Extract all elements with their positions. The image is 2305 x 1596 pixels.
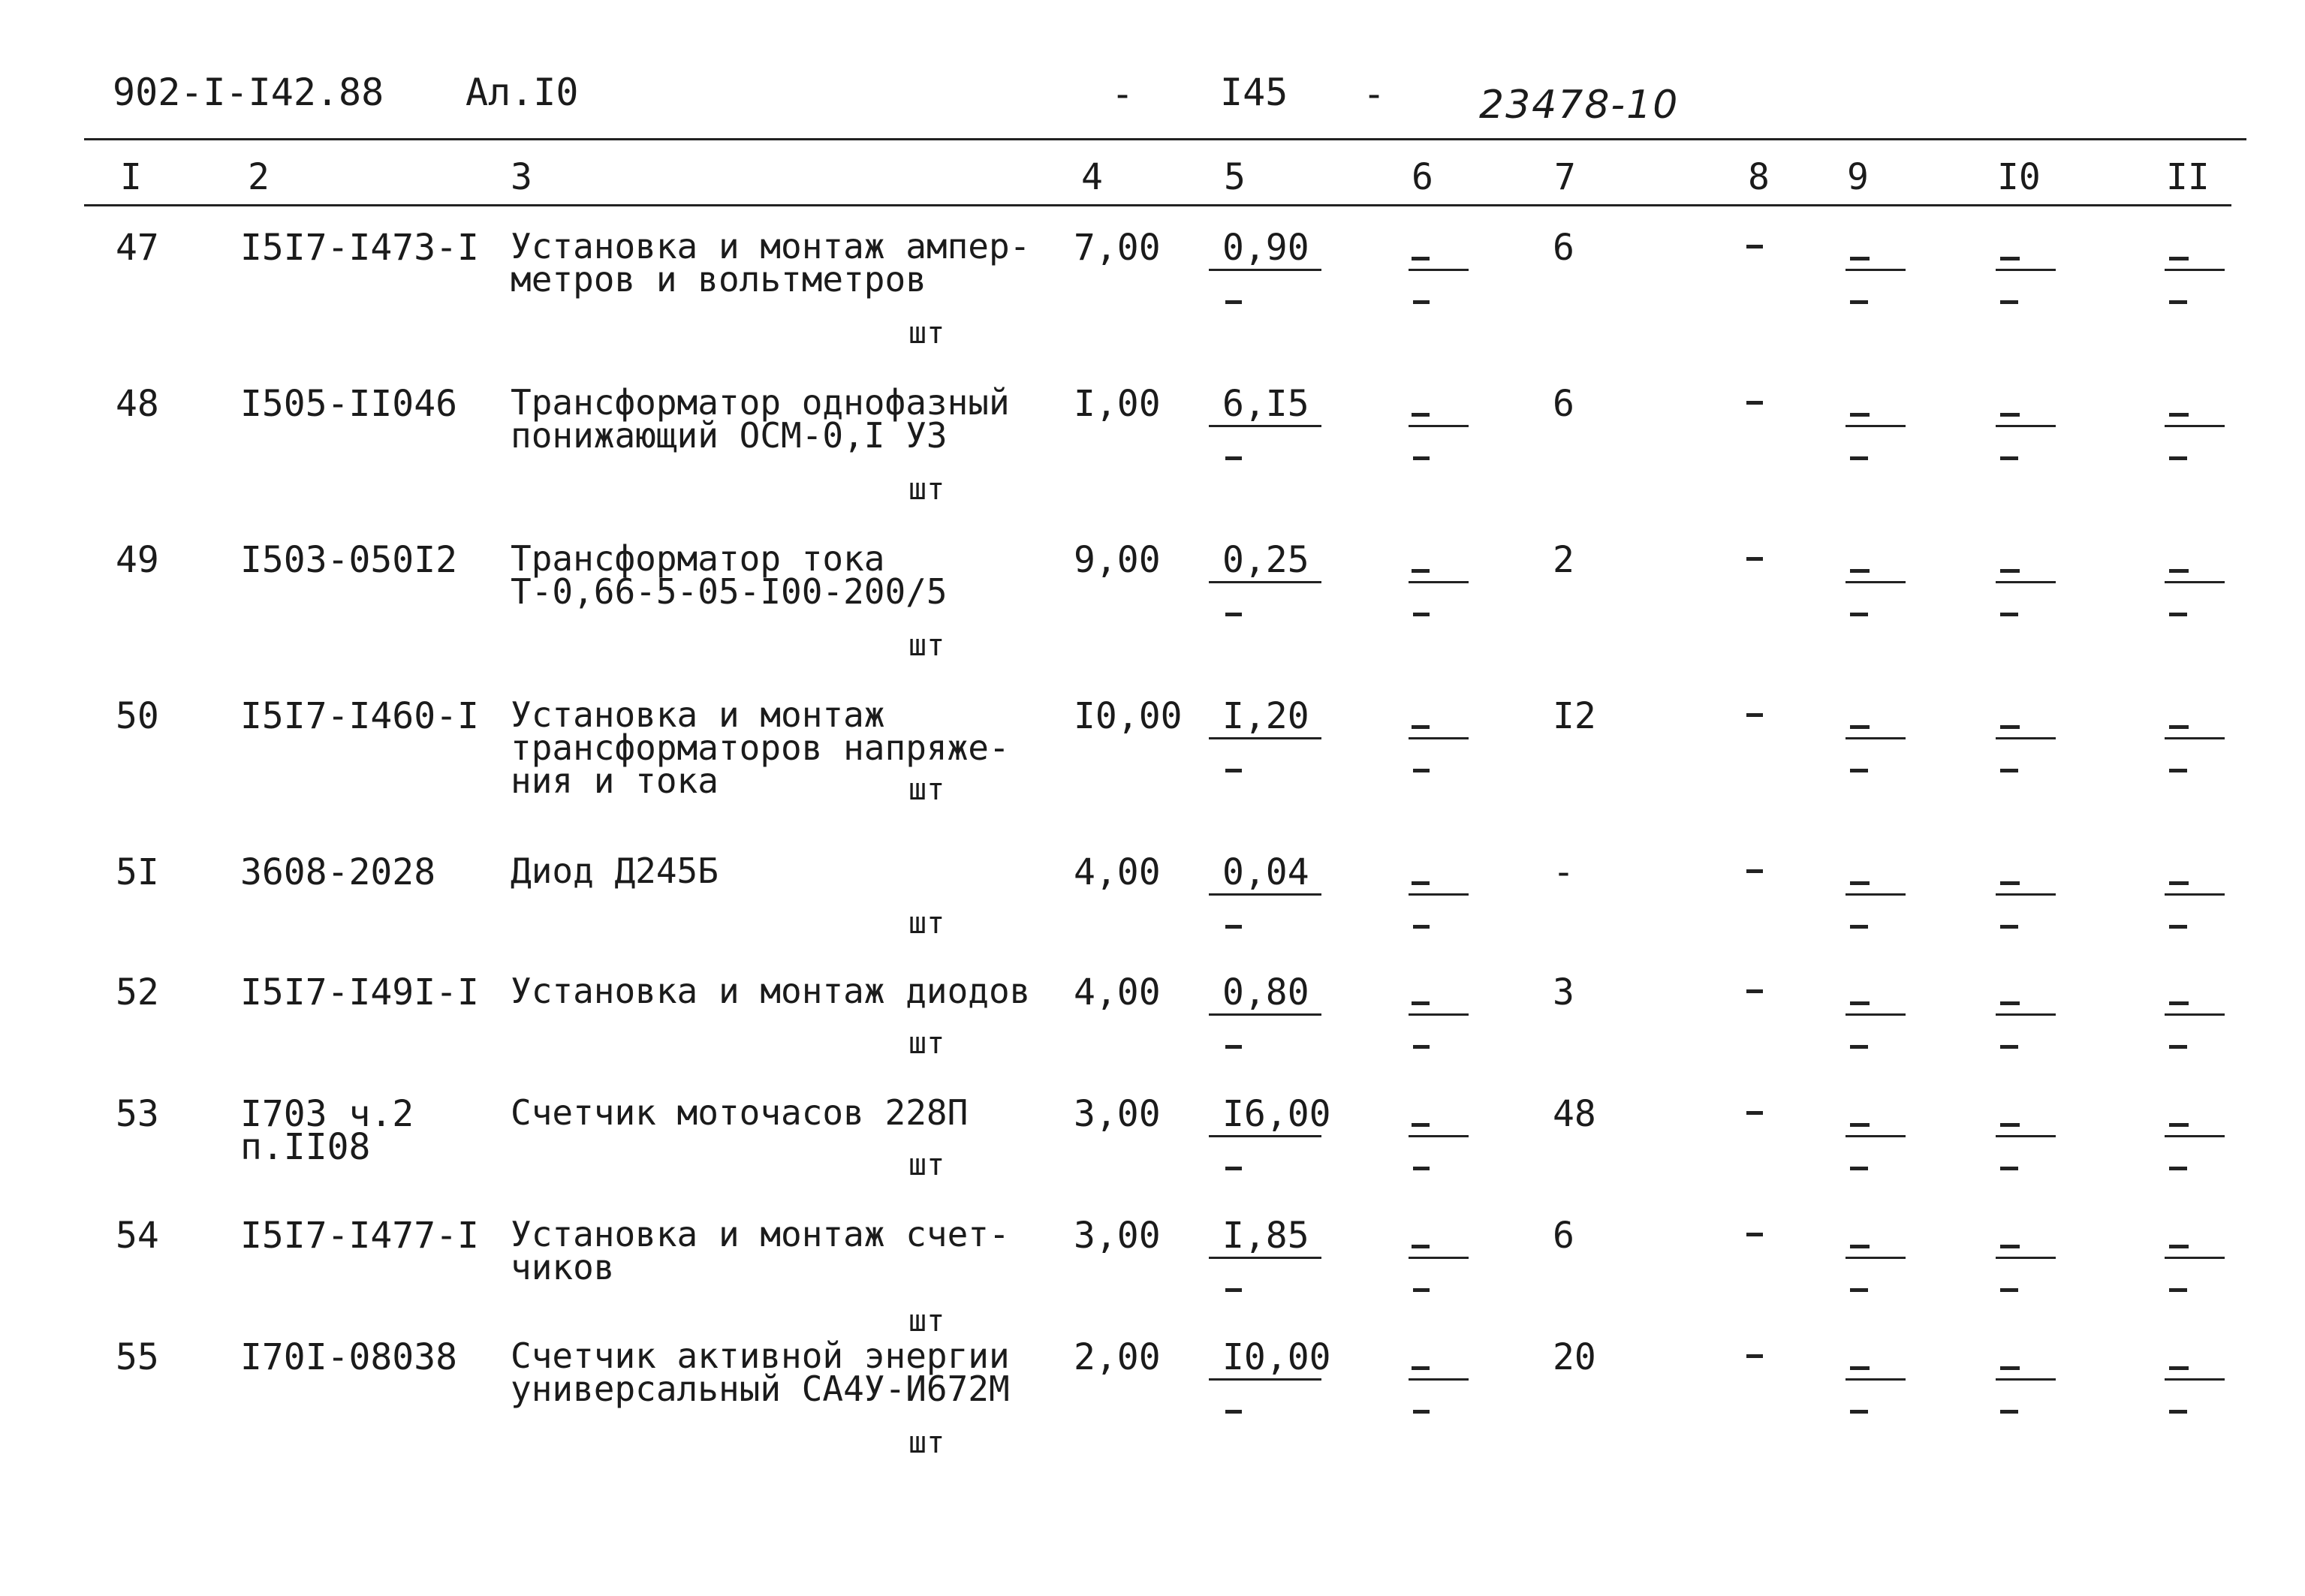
price-code: I5I7-I473-I [240, 227, 479, 269]
row-number: 55 [116, 1336, 159, 1378]
col9-dash-top [1850, 1123, 1870, 1127]
col11-dash-top [2169, 881, 2189, 885]
col6-dash-top [1412, 257, 1430, 260]
quantity: I0,00 [1074, 695, 1183, 737]
col7-value: 20 [1553, 1336, 1596, 1378]
col11-dash-bottom [2169, 925, 2187, 929]
col7-value: 2 [1553, 539, 1574, 581]
top-rule [84, 138, 2246, 140]
column-header-10: I0 [1997, 156, 2041, 198]
col6-fraction-line [1409, 1135, 1469, 1137]
col10-dash-bottom [2000, 613, 2018, 616]
unit-label: шт [908, 472, 945, 507]
col6-dash-top [1412, 1123, 1430, 1127]
col11-dash-top [2169, 725, 2189, 729]
col11-dash-bottom [2169, 300, 2187, 304]
col6-dash-bottom [1413, 1045, 1430, 1049]
col9-dash-top [1850, 257, 1870, 260]
unit-cost: 0,90 [1222, 227, 1309, 269]
description-line: Установка и монтаж ампер- [511, 226, 1031, 267]
unit-cost-underline [1209, 737, 1321, 739]
col9-dash-bottom [1850, 300, 1868, 304]
col6-dash-bottom [1413, 613, 1430, 616]
unit-label: шт [908, 628, 945, 663]
col11-dash-top [2169, 569, 2189, 573]
col10-fraction-line [1996, 1378, 2056, 1381]
col6-dash-bottom [1413, 769, 1430, 772]
col8-dash [1746, 245, 1763, 248]
price-code-line2: п.II08 [240, 1126, 371, 1168]
unit-cost: I0,00 [1222, 1336, 1331, 1378]
col7-value: 6 [1553, 227, 1574, 269]
unit-cost: 0,04 [1222, 851, 1309, 893]
description-line: чиков [511, 1247, 615, 1287]
col11-fraction-line [2165, 1013, 2225, 1016]
col6-fraction-line [1409, 1013, 1469, 1016]
col9-dash-bottom [1850, 1045, 1868, 1049]
col9-fraction-line [1846, 581, 1906, 583]
row-number: 5I [116, 851, 159, 893]
col11-dash-top [2169, 1123, 2189, 1127]
col9-fraction-line [1846, 269, 1906, 271]
price-code: I5I7-I477-I [240, 1215, 479, 1257]
col6-dash-top [1412, 1366, 1430, 1370]
unit-cost-underline [1209, 1013, 1321, 1016]
unit-cost-dash [1225, 769, 1242, 772]
price-code: I5I7-I460-I [240, 695, 479, 737]
col9-dash-bottom [1850, 613, 1868, 616]
col11-fraction-line [2165, 737, 2225, 739]
col10-dash-top [2000, 413, 2020, 417]
col9-dash-bottom [1850, 1167, 1868, 1170]
description-line: Счетчик активной энергии [511, 1336, 1010, 1376]
description-line: Счетчик моточасов 228П [511, 1092, 969, 1133]
unit-cost-dash [1225, 300, 1242, 304]
col6-fraction-line [1409, 425, 1469, 427]
col11-dash-bottom [2169, 1288, 2187, 1292]
price-code: I5I7-I49I-I [240, 971, 479, 1013]
col10-fraction-line [1996, 1257, 2056, 1259]
col8-dash [1746, 989, 1763, 993]
unit-cost-dash [1225, 1167, 1242, 1170]
col9-dash-top [1850, 1001, 1870, 1005]
row-number: 50 [116, 695, 159, 737]
col10-dash-top [2000, 725, 2020, 729]
unit-cost: I,20 [1222, 695, 1309, 737]
col10-fraction-line [1996, 581, 2056, 583]
col6-fraction-line [1409, 737, 1469, 739]
col6-dash-bottom [1413, 1410, 1430, 1414]
col9-dash-top [1850, 569, 1870, 573]
col10-dash-bottom [2000, 769, 2018, 772]
col11-dash-bottom [2169, 1045, 2187, 1049]
row-number: 49 [116, 539, 159, 581]
unit-label: шт [908, 1304, 945, 1339]
col7-value: 6 [1553, 1215, 1574, 1257]
col11-dash-bottom [2169, 613, 2187, 616]
unit-cost-dash [1225, 1045, 1242, 1049]
col6-dash-top [1412, 413, 1430, 417]
description-line: ния и тока [511, 760, 719, 801]
unit-cost-underline [1209, 425, 1321, 427]
column-header-6: 6 [1412, 156, 1433, 198]
unit-cost: 0,80 [1222, 971, 1309, 1013]
quantity: I,00 [1074, 383, 1161, 425]
col10-dash-top [2000, 1001, 2020, 1005]
unit-cost-underline [1209, 1135, 1321, 1137]
col9-fraction-line [1846, 1257, 1906, 1259]
description-line: понижающий ОСМ-0,I УЗ [511, 415, 948, 456]
description-line: Диод Д245Б [511, 851, 719, 891]
unit-label: шт [908, 772, 945, 807]
col11-dash-top [2169, 413, 2189, 417]
col11-fraction-line [2165, 893, 2225, 896]
col6-dash-top [1412, 725, 1430, 729]
column-header-5: 5 [1224, 156, 1246, 198]
price-code: I503-050I2 [240, 539, 457, 581]
quantity: 3,00 [1074, 1215, 1161, 1257]
col9-dash-bottom [1850, 1410, 1868, 1414]
row-number: 53 [116, 1093, 159, 1135]
col9-dash-top [1850, 881, 1870, 885]
col6-fraction-line [1409, 269, 1469, 271]
price-code: I505-II046 [240, 383, 457, 425]
col8-dash [1746, 869, 1763, 873]
unit-cost-dash [1225, 925, 1242, 929]
handwritten-number: 23478-10 [1479, 83, 1680, 128]
col8-dash [1746, 713, 1763, 717]
sheet-label: Ал.I0 [466, 71, 579, 114]
row-number: 54 [116, 1215, 159, 1257]
price-code: I703 ч.2 [240, 1093, 414, 1135]
col9-fraction-line [1846, 1378, 1906, 1381]
col10-dash-top [2000, 1123, 2020, 1127]
header-dash-left: - [1111, 72, 1134, 116]
col7-value: - [1553, 851, 1574, 893]
unit-cost: I6,00 [1222, 1093, 1331, 1135]
col8-dash [1746, 1354, 1763, 1358]
col10-fraction-line [1996, 737, 2056, 739]
unit-cost-underline [1209, 1378, 1321, 1381]
col6-fraction-line [1409, 893, 1469, 896]
col10-dash-top [2000, 1366, 2020, 1370]
col9-dash-top [1850, 725, 1870, 729]
col10-fraction-line [1996, 1013, 2056, 1016]
col9-dash-bottom [1850, 456, 1868, 460]
col11-dash-top [2169, 1366, 2189, 1370]
col9-dash-bottom [1850, 769, 1868, 772]
col9-dash-bottom [1850, 1288, 1868, 1292]
col10-dash-bottom [2000, 1167, 2018, 1170]
col11-dash-bottom [2169, 1167, 2187, 1170]
column-header-11: II [2166, 156, 2210, 198]
column-header-1: I [120, 156, 142, 198]
col11-fraction-line [2165, 1135, 2225, 1137]
col6-dash-top [1412, 569, 1430, 573]
col10-fraction-line [1996, 1135, 2056, 1137]
col11-dash-bottom [2169, 1410, 2187, 1414]
col11-fraction-line [2165, 1257, 2225, 1259]
col8-dash [1746, 401, 1763, 405]
unit-cost-underline [1209, 893, 1321, 896]
col11-fraction-line [2165, 425, 2225, 427]
column-header-8: 8 [1748, 156, 1770, 198]
col9-fraction-line [1846, 893, 1906, 896]
col9-fraction-line [1846, 737, 1906, 739]
column-header-3: 3 [511, 156, 532, 198]
description-line: Установка и монтаж счет- [511, 1214, 1010, 1254]
col9-fraction-line [1846, 1135, 1906, 1137]
col11-dash-bottom [2169, 769, 2187, 772]
unit-cost-dash [1225, 1410, 1242, 1414]
col11-dash-top [2169, 257, 2189, 260]
col9-dash-top [1850, 1366, 1870, 1370]
column-header-9: 9 [1847, 156, 1869, 198]
col7-value: 48 [1553, 1093, 1596, 1135]
row-number: 47 [116, 227, 159, 269]
col11-dash-top [2169, 1001, 2189, 1005]
col8-dash [1746, 1233, 1763, 1236]
unit-cost-dash [1225, 456, 1242, 460]
quantity: 9,00 [1074, 539, 1161, 581]
unit-label: шт [908, 906, 945, 941]
quantity: 3,00 [1074, 1093, 1161, 1135]
col9-fraction-line [1846, 425, 1906, 427]
quantity: 2,00 [1074, 1336, 1161, 1378]
unit-cost: 0,25 [1222, 539, 1309, 581]
col6-dash-top [1412, 881, 1430, 885]
col9-fraction-line [1846, 1013, 1906, 1016]
unit-cost: 6,I5 [1222, 383, 1309, 425]
unit-cost-underline [1209, 581, 1321, 583]
col10-dash-bottom [2000, 1410, 2018, 1414]
col9-dash-top [1850, 1245, 1870, 1248]
col6-dash-bottom [1413, 925, 1430, 929]
col9-dash-top [1850, 413, 1870, 417]
col11-dash-bottom [2169, 456, 2187, 460]
price-code: I70I-08038 [240, 1336, 457, 1378]
column-header-4: 4 [1081, 156, 1103, 198]
description-line: Трансформатор однофазный [511, 382, 1010, 423]
unit-cost: I,85 [1222, 1215, 1309, 1257]
col6-dash-bottom [1413, 1167, 1430, 1170]
col10-dash-bottom [2000, 1045, 2018, 1049]
unit-cost-dash [1225, 1288, 1242, 1292]
description-line: Т-0,66-5-05-I00-200/5 [511, 571, 948, 612]
unit-cost-underline [1209, 269, 1321, 271]
header-dash-right: - [1363, 72, 1386, 116]
doc-code: 902-I-I42.88 [113, 71, 384, 114]
col6-fraction-line [1409, 1378, 1469, 1381]
description-line: Трансформатор тока [511, 538, 885, 579]
col10-dash-top [2000, 569, 2020, 573]
col7-value: 6 [1553, 383, 1574, 425]
col10-fraction-line [1996, 893, 2056, 896]
column-header-2: 2 [248, 156, 270, 198]
col6-dash-top [1412, 1001, 1430, 1005]
col11-dash-top [2169, 1245, 2189, 1248]
col6-dash-bottom [1413, 300, 1430, 304]
col6-dash-bottom [1413, 456, 1430, 460]
col11-fraction-line [2165, 269, 2225, 271]
description-line: трансформаторов напряже- [511, 727, 1010, 768]
unit-label: шт [908, 316, 945, 351]
description-line: метров и вольтметров [511, 259, 927, 300]
col10-dash-bottom [2000, 925, 2018, 929]
description-line: Установка и монтаж [511, 694, 885, 735]
description-line: универсальный СА4У-И672М [511, 1369, 1010, 1409]
column-header-7: 7 [1554, 156, 1576, 198]
col7-value: 3 [1553, 971, 1574, 1013]
col8-dash [1746, 557, 1763, 561]
col10-fraction-line [1996, 269, 2056, 271]
col9-dash-bottom [1850, 925, 1868, 929]
col6-fraction-line [1409, 581, 1469, 583]
column-header-rule [84, 204, 2231, 206]
col10-fraction-line [1996, 425, 2056, 427]
unit-label: шт [908, 1426, 945, 1460]
quantity: 4,00 [1074, 851, 1161, 893]
col10-dash-bottom [2000, 300, 2018, 304]
col10-dash-bottom [2000, 456, 2018, 460]
unit-label: шт [908, 1148, 945, 1182]
col6-dash-bottom [1413, 1288, 1430, 1292]
col10-dash-bottom [2000, 1288, 2018, 1292]
row-number: 48 [116, 383, 159, 425]
col6-fraction-line [1409, 1257, 1469, 1259]
quantity: 4,00 [1074, 971, 1161, 1013]
description-line: Установка и монтаж диодов [511, 971, 1031, 1011]
col10-dash-top [2000, 257, 2020, 260]
price-code: 3608-2028 [240, 851, 436, 893]
col7-value: I2 [1553, 695, 1596, 737]
col10-dash-top [2000, 1245, 2020, 1248]
page-number: I45 [1220, 71, 1288, 114]
row-number: 52 [116, 971, 159, 1013]
col11-fraction-line [2165, 581, 2225, 583]
col10-dash-top [2000, 881, 2020, 885]
unit-cost-underline [1209, 1257, 1321, 1259]
col6-dash-top [1412, 1245, 1430, 1248]
col8-dash [1746, 1111, 1763, 1115]
col11-fraction-line [2165, 1378, 2225, 1381]
unit-label: шт [908, 1026, 945, 1061]
quantity: 7,00 [1074, 227, 1161, 269]
unit-cost-dash [1225, 613, 1242, 616]
